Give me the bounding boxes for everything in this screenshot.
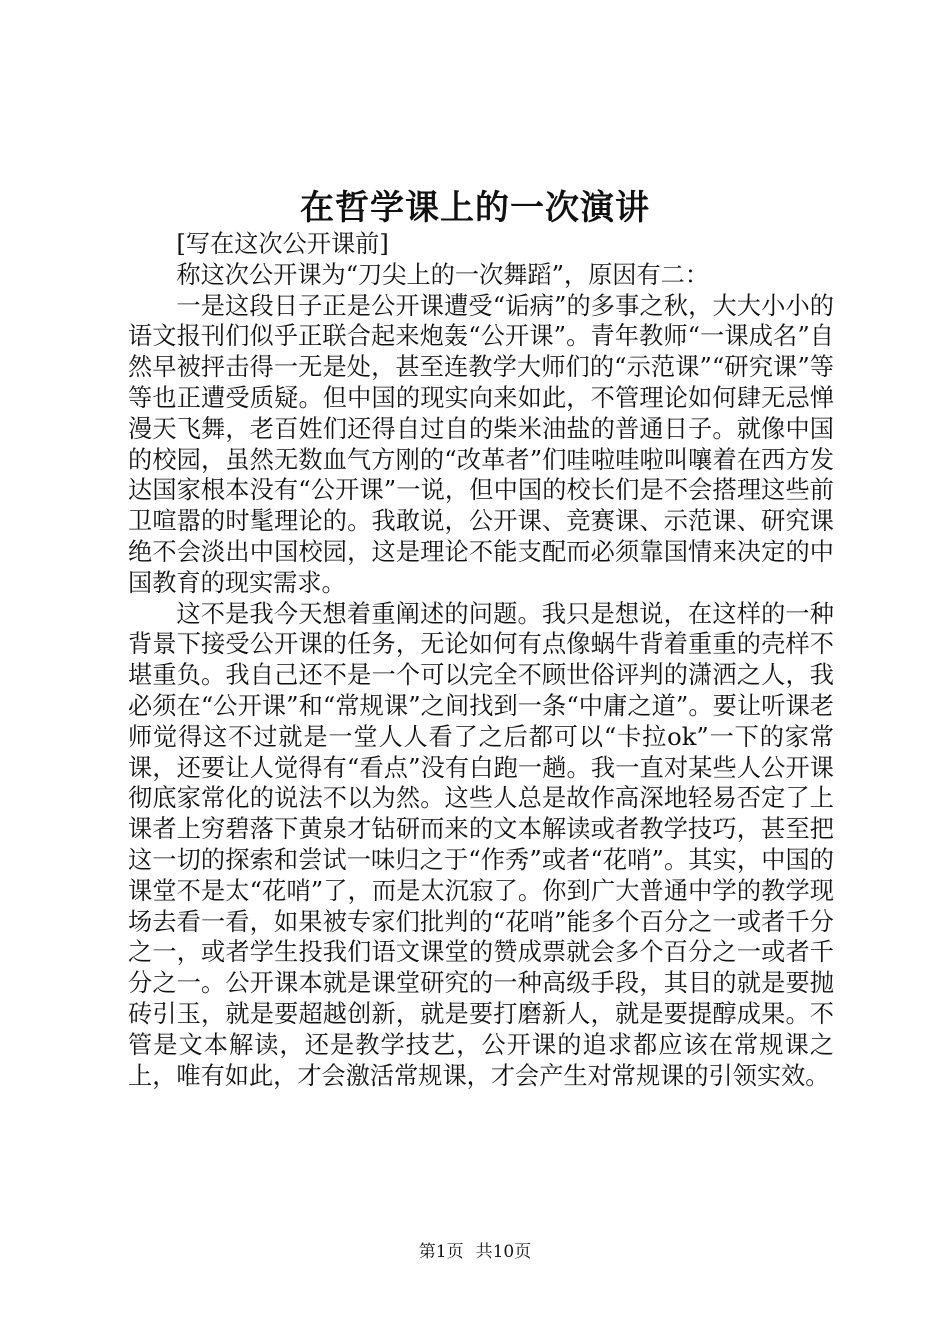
page-footer: [0, 1240, 950, 1264]
page-number: 第1页: [418, 1242, 464, 1262]
paragraph-reason-two: 这不是我今天想着重阐述的问题。我只是想说，在这样的一种背景下接受公开课的任务，无论如何有点像蜗牛背着重重的壳样不堪重负。我自己还不是一个可以完全不顾世俗评判的潇洒之人，我必须在“公开课”和“常规课”之间找到一条“中庸之道”。要让听课老师觉得这不过就是一堂人人看了之后都可以“卡拉ok”一下的家常课，还要让人觉得有“看点”没有白跑一趟。我一直对某些人公开课彻底家常化的说法不以为然。这些人总是故作高深地轻易否定了上课者上穷碧落下黄泉才钻研而来的文本解读或者教学技巧，甚至把这一切的探索和尝试一味归之于“作秀”或者“花哨”。其实，中国的课堂不是太“花哨”了，而是太沉寂了。你到广大普通中学的教学现场去看一看，如果被专家们批判的“花哨”能多个百分之一或者千分之一，或者学生投我们语文课堂的赞成票就会多个百分之一或者千分之一。公开课本就是课堂研究的一种高级手段，其目的就是要抛砖引玉，就是要超越创新，就是要打磨新人，就是要提醇成果。不管是文本解读，还是教学技艺，公开课的追求都应该在常规课之上，唯有如此，才会激活常规课，才会产生对常规课的引领实效。: [128, 599, 834, 1090]
paragraph-note: [写在这次公开课前]: [176, 230, 389, 258]
page-total: 共10页: [475, 1242, 532, 1262]
paragraph-reason-one: 一是这段日子正是公开课遭受“诟病”的多事之秋，大大小小的语文报刊们似乎正联合起来炮轰“公开课”。青年教师“一课成名”自然早被抨击得一无是处，甚至连教学大师们的“示范课”“研究课”等等也正遭受质疑。但中国的现实向来如此，不管理论如何肆无忌惮漫天飞舞，老百姓们还得自过自的柴米油盐的普通日子。就像中国的校园，虽然无数血气方刚的“改革者”们哇啦哇啦叫嚷着在西方发达国家根本没有“公开课”一说，但中国的校长们是不会搭理这些前卫喧嚣的时髦理论的。我敢说，公开课、竞赛课、示范课、研究课绝不会淡出中国校园，这是理论不能支配而必须靠国情来决定的中国教育的现实需求。: [128, 291, 834, 597]
document-title: 在哲学课上的一次演讲: [300, 188, 650, 228]
paragraph-intro: 称这次公开课为“刀尖上的一次舞蹈”，原因有二：: [176, 260, 710, 289]
document-body: [128, 229, 834, 1091]
